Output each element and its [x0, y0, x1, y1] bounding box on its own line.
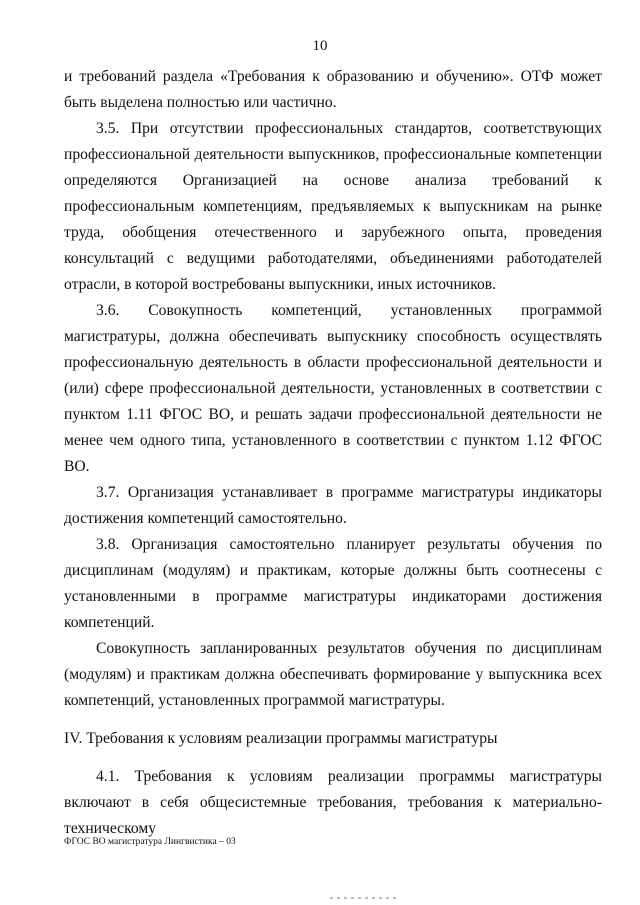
paragraph-4-1: 4.1. Требования к условиям реализации программы магистратуры включают в себя общесистемные требования, требования к материально-техническому	[64, 768, 602, 837]
paragraph-3-6: 3.6. Совокупность компетенций, установленных программой магистратуры, должна обеспечивать выпускнику способность осуществлять профессиональную деятельность в области профессиональной деятельности и (или) сфере профессиональной деятельности, установленных в соответствии с пунктом 1.11 ФГОС ВО, и решать задачи профессиональной деятельности не менее чем одного типа, установленного в соответствии с пунктом 1.12 ФГОС ВО.	[64, 302, 602, 475]
paragraph-continuation: и требований раздела «Требования к образованию и обучению». ОТФ может быть выделена полностью или частично.	[64, 68, 602, 111]
scan-artifact	[330, 897, 400, 899]
page-number: 10	[312, 38, 328, 54]
document-body	[64, 64, 602, 842]
paragraph-3-7: 3.7. Организация устанавливает в программе магистратуры индикаторы достижения компетенций самостоятельно.	[64, 484, 602, 527]
section-heading: IV. Требования к условиям реализации программы магистратуры	[64, 730, 498, 747]
paragraph-3-5: 3.5. При отсутствии профессиональных стандартов, соответствующих профессиональной деятельности выпускников, профессиональные компетенции определяются Организацией на основе анализа требований к профессиональным компетенциям, предъявляемых к выпускникам на рынке труда, обобщения отечественного и зарубежного опыта, проведения консультаций с ведущими работодателями, объединениями работодателей отрасли, в которой востребованы выпускники, иных источников.	[64, 120, 602, 293]
paragraph-learning-outcomes: Совокупность запланированных результатов обучения по дисциплинам (модулям) и практикам должна обеспечивать формирование у выпускника всех компетенций, установленных программой магистратуры.	[64, 640, 602, 709]
paragraph-3-8: 3.8. Организация самостоятельно планирует результаты обучения по дисциплинам (модулям) и практикам, которые должны быть соотнесены с установленными в программе магистратуры индикаторами достижения компетенций.	[64, 536, 602, 631]
page-footer: ФГОС ВО магистратура Лингвистика – 03	[64, 837, 236, 847]
